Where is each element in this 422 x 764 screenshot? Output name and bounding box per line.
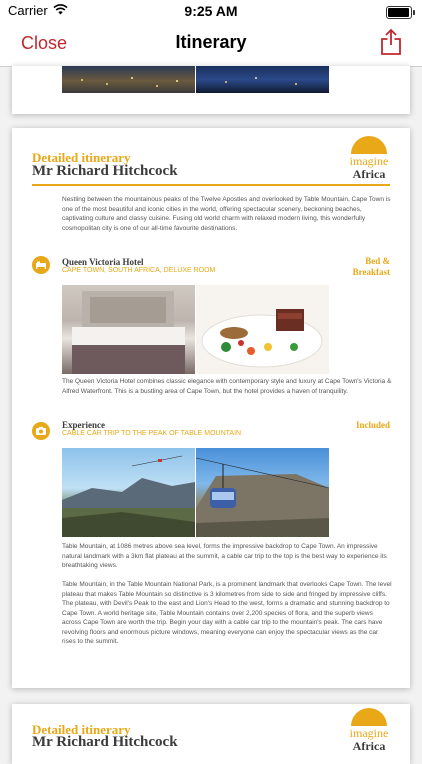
next-client-name: Mr Richard Hitchcock xyxy=(32,734,178,750)
itinerary-header-title: Detailed itinerary xyxy=(32,150,131,165)
clock: 9:25 AM xyxy=(184,3,238,19)
board-basis-line2: Breakfast xyxy=(352,267,390,277)
logo-word-africa: Africa xyxy=(352,167,386,181)
experience-subtitle: CABLE CAR TRIP TO THE PEAK OF TABLE MOUNTAIN xyxy=(62,430,242,437)
itinerary-page-previous xyxy=(12,66,410,114)
cable-car-photo xyxy=(196,448,329,537)
board-basis xyxy=(353,256,390,278)
itinerary-page-next xyxy=(12,704,410,764)
close-button[interactable]: Close xyxy=(21,33,68,53)
navigation-bar xyxy=(0,22,422,67)
hotel-subtitle: CAPE TOWN, SOUTH AFRICA, DELUXE ROOM xyxy=(62,267,216,274)
page-title: Itinerary xyxy=(175,32,247,52)
carrier-label: Carrier xyxy=(8,3,48,18)
client-name: Mr Richard Hitchcock xyxy=(32,163,178,179)
experience-paragraph-2: Table Mountain, in the Table Mountain National Park, is a prominent landmark that overlooks Cape Town. The level plateau that makes Table Mountain so distinctive is 3 kilometres from side to side and fringed by impressive cliffs. The plateau, with Devil's Peak to the east and Lion's Head to the west, forms a dramatic and stunning backdrop to Cape Town. A world heritage site, Table Mountain contains over 2,200 species of flora, and the superb views across Cape Town are worth the trip. Begin your day with a cable car trip to the mountain's peak. The cars have revolving floors and enormous picture windows, meaning everyone can enjoy the spectacular views as the car rises to the summit. xyxy=(62,581,392,645)
bed-icon xyxy=(32,256,50,274)
next-brand-logo xyxy=(346,708,392,752)
hotel-food-photo xyxy=(196,285,329,374)
share-icon[interactable] xyxy=(380,28,402,56)
city-night-photo xyxy=(62,66,195,93)
next-logo-word-africa: Africa xyxy=(352,739,386,753)
board-basis-line1: Bed & xyxy=(365,256,390,266)
hotel-room-photo xyxy=(62,285,195,374)
next-logo-sun-icon xyxy=(351,708,387,726)
next-itinerary-header-title: Detailed itinerary xyxy=(32,722,131,737)
experience-status: Included xyxy=(355,420,390,430)
hotel-name: Queen Victoria Hotel xyxy=(62,257,144,267)
experience-title: Experience xyxy=(62,420,105,430)
table-mountain-photo xyxy=(62,448,195,537)
hotel-description: The Queen Victoria Hotel combines classic elegance with contemporary style and luxury at Cape Town's Victoria & Alfred Waterfront. This is a bustling area of Cape Town, but the hotel provides a haven of tranquility. xyxy=(62,378,392,395)
status-bar xyxy=(0,0,422,22)
destination-intro: Nestling between the mountainous peaks of the Twelve Apostles and overlooked by Table Mountain, Cape Town is one of the most beautiful and iconic cities in the world, offering spectacular scenery, beckoning beaches, captivating culture and classy cuisine. Fusing old world charm with relaxed modern living, this wonderfully cosmopolitan city is one of our all-time favourite destinations. xyxy=(62,196,391,232)
logo-sun-icon xyxy=(351,136,387,154)
experience-paragraph-1: Table Mountain, at 1086 metres above sea level, forms the impressive backdrop to Cape Town. An impressive natural landmark with a 3km flat plateau at the summit, a cable car trip to the top is the best way to experience its breathtaking views. xyxy=(62,543,387,569)
camera-icon xyxy=(32,422,50,440)
battery-icon xyxy=(386,6,412,19)
itinerary-page xyxy=(12,128,410,688)
next-logo-word-imagine: imagine xyxy=(349,726,389,740)
harbour-night-photo xyxy=(196,66,329,93)
header-divider xyxy=(32,184,390,186)
brand-logo xyxy=(346,136,392,180)
logo-word-imagine: imagine xyxy=(349,154,389,168)
